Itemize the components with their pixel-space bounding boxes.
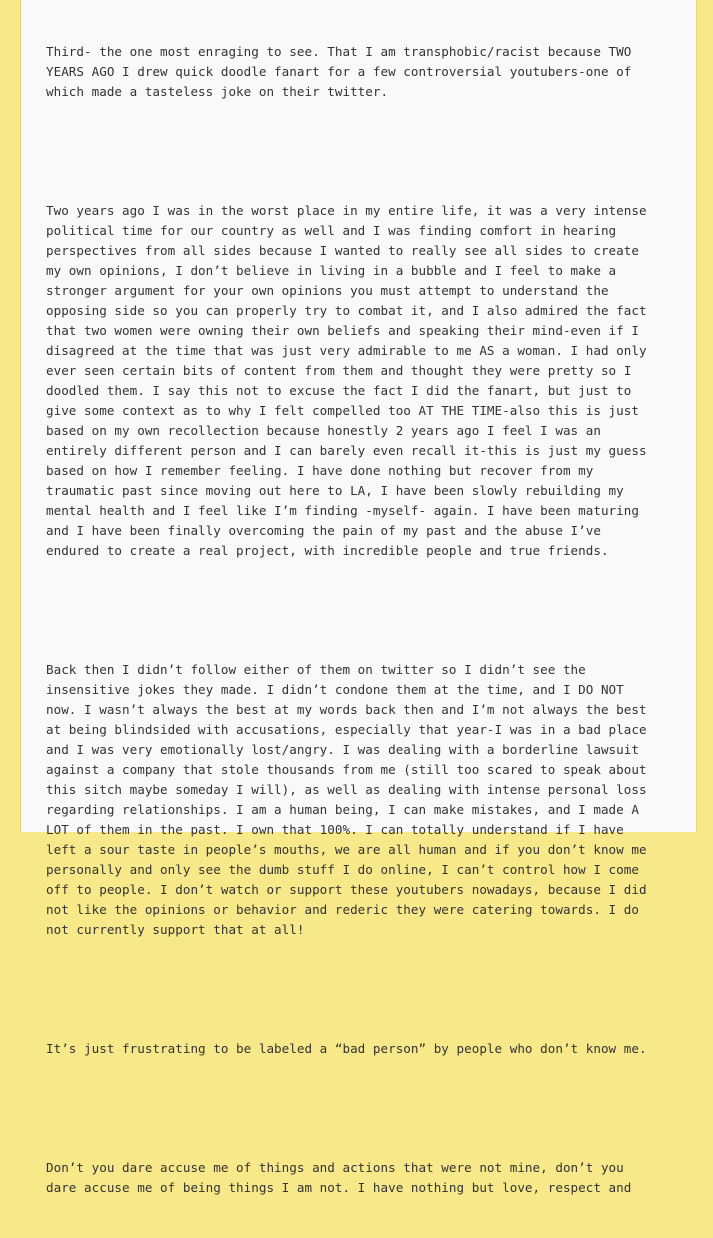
- paragraph-back-then: Back then I didn’t follow either of them on twitter so I didn’t see the insensitive jokes they made. I didn’t condone them at the time, and I DO NOT now. I wasn’t always the best at my words back then and I’m not always the best at being blindsided with accusations, especially that year-I was in a bad place and I was very emotionally lost/angry. I was dealing with a borderline lawsuit against a company that stole thousands from me (still too scared to speak about this sitch maybe someday I will), as well as dealing with intense personal loss regarding relationships. I am a human being, I can make mistakes, and I made A LOT of them in the past. I own that 100%. I can totally understand if I have left a sour taste in people’s mouths, we are all human and if you don’t know me personally and only see the dumb stuff I do online, I can’t control how I come off to people. I don’t watch or support these youtubers nowadays, because I did not like the opinions or behavior and rederic they were catering towards. I do not currently support that at all!: [46, 662, 647, 937]
- paragraph-two-years-ago: Two years ago I was in the worst place in my entire life, it was a very intense political time for our country as well and I was finding comfort in hearing perspectives from all sides because I wanted to really see all sides to create my own opinions, I don’t believe in living in a bubble and I feel to make a stronger argument for your own opinions you must attempt to understand the opposing side so you can properly try to combat it, and I also admired the fact that two women were owning their own beliefs and speaking their mind-even if I disagreed at the time that was just very admirable to me AS a woman. I had only ever seen certain bits of content from them and thought they were pretty so I doodled them. I say this not to excuse the fact I did the fanart, but just to give some context as to why I felt compelled too AT THE TIME-also this is just based on my own recollection because honestly 2 years ago I feel I was an entirely different person and I can barely even recall it-this is just my guess based on how I remember feeling. I have done nothing but recover from my traumatic past since moving out here to LA, I have been slowly rebuilding my mental health and I feel like I’m finding -myself- again. I have been maturing and I have been finally overcoming the pain of my past and the abuse I’ve endured to create a real project, with incredible people and true friends.: [46, 203, 647, 558]
- paragraph-dont-you-dare: Don’t you dare accuse me of things and actions that were not mine, don’t you dare accuse me of being things I am not. I have nothing but love, respect and: [46, 1160, 632, 1195]
- paragraph-spacer: [46, 1099, 696, 1118]
- statement-text: [46, 2, 696, 1238]
- paragraph-spacer: [46, 601, 696, 620]
- paragraph-spacer: [46, 142, 696, 161]
- paragraph-spacer: [46, 980, 696, 999]
- paragraph-third-point: Third- the one most enraging to see. That I am transphobic/racist because TWO YEARS AGO I drew quick doodle fanart for a few controversial youtubers-one of which made a tasteless joke on their twitter.: [46, 44, 632, 99]
- document-page: [20, 0, 697, 1195]
- paragraph-frustrating: It’s just frustrating to be labeled a “bad person” by people who don’t know me.: [46, 1041, 647, 1056]
